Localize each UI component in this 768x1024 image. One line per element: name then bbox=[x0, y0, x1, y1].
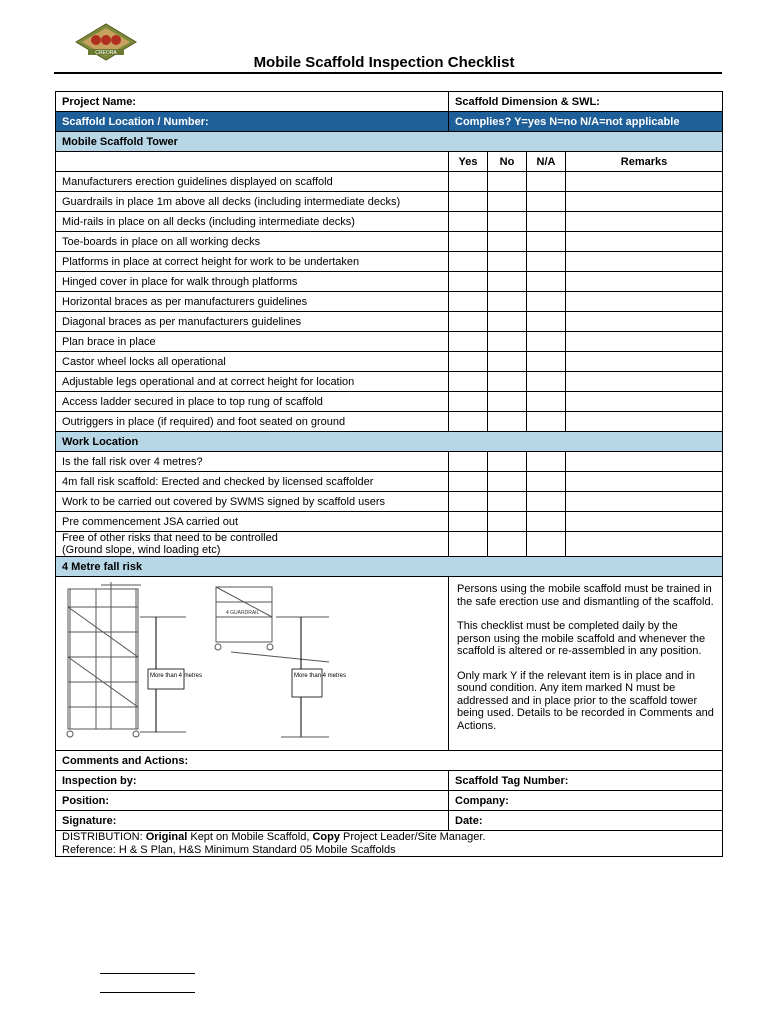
yes-cell[interactable] bbox=[449, 172, 488, 192]
checklist-item-label: Plan brace in place bbox=[56, 332, 449, 352]
remarks-cell[interactable] bbox=[566, 232, 723, 252]
location-row bbox=[56, 112, 723, 132]
title-divider bbox=[54, 72, 722, 74]
remarks-cell[interactable] bbox=[566, 172, 723, 192]
no-cell[interactable] bbox=[488, 372, 527, 392]
comments-row bbox=[56, 751, 723, 771]
comments-actions-field[interactable]: Comments and Actions: bbox=[56, 751, 723, 771]
checklist-item-label: Access ladder secured in place to top rung of scaffold bbox=[56, 392, 449, 412]
no-cell[interactable] bbox=[488, 272, 527, 292]
checklist-row bbox=[56, 532, 723, 557]
section-title: 4 Metre fall risk bbox=[56, 557, 723, 577]
remarks-cell[interactable] bbox=[566, 332, 723, 352]
yes-cell[interactable] bbox=[449, 532, 488, 557]
checklist-item-label: Diagonal braces as per manufacturers guidelines bbox=[56, 312, 449, 332]
remarks-cell[interactable] bbox=[566, 212, 723, 232]
na-cell[interactable] bbox=[527, 472, 566, 492]
checklist-row bbox=[56, 392, 723, 412]
remarks-cell[interactable] bbox=[566, 312, 723, 332]
na-cell[interactable] bbox=[527, 492, 566, 512]
yes-cell[interactable] bbox=[449, 452, 488, 472]
remarks-cell[interactable] bbox=[566, 352, 723, 372]
yes-cell[interactable] bbox=[449, 232, 488, 252]
position-field[interactable]: Position: bbox=[56, 791, 449, 811]
date-field[interactable]: Date: bbox=[449, 811, 723, 831]
checklist-item-label: Castor wheel locks all operational bbox=[56, 352, 449, 372]
no-cell[interactable] bbox=[488, 512, 527, 532]
no-cell[interactable] bbox=[488, 452, 527, 472]
note-daily: This checklist must be completed daily by the person using the mobile scaffold and whenever the scaffold is altered or re-assembled in any position. bbox=[457, 620, 706, 657]
note-training: Persons using the mobile scaffold must be trained in the safe erection use and dismantling of the scaffold. bbox=[457, 583, 714, 608]
tag-number-field[interactable]: Scaffold Tag Number: bbox=[449, 771, 723, 791]
remarks-cell[interactable] bbox=[566, 372, 723, 392]
footer-line bbox=[100, 992, 195, 993]
remarks-cell[interactable] bbox=[566, 292, 723, 312]
checklist-item-label: Manufacturers erection guidelines displayed on scaffold bbox=[56, 172, 449, 192]
na-column-header: N/A bbox=[527, 152, 566, 172]
no-cell[interactable] bbox=[488, 412, 527, 432]
na-cell[interactable] bbox=[527, 532, 566, 557]
distribution-row bbox=[56, 831, 723, 857]
logo-text: CREORA bbox=[95, 50, 117, 56]
checklist-row bbox=[56, 352, 723, 372]
checklist-row bbox=[56, 472, 723, 492]
remarks-cell[interactable] bbox=[566, 492, 723, 512]
na-cell[interactable] bbox=[527, 412, 566, 432]
remarks-cell[interactable] bbox=[566, 392, 723, 412]
checklist-table bbox=[55, 91, 723, 857]
no-column-header: No bbox=[488, 152, 527, 172]
checklist-row bbox=[56, 172, 723, 192]
checklist-item-label: Free of other risks that need to be controlled (Ground slope, wind loading etc) bbox=[56, 532, 449, 557]
no-cell[interactable] bbox=[488, 312, 527, 332]
checklist-row bbox=[56, 252, 723, 272]
yes-cell[interactable] bbox=[449, 372, 488, 392]
no-cell[interactable] bbox=[488, 192, 527, 212]
signature-field[interactable]: Signature: bbox=[56, 811, 449, 831]
remarks-cell[interactable] bbox=[566, 472, 723, 492]
remarks-cell[interactable] bbox=[566, 272, 723, 292]
scaffold-location-field[interactable]: Scaffold Location / Number: bbox=[56, 112, 449, 132]
checklist-row bbox=[56, 512, 723, 532]
na-cell[interactable] bbox=[527, 232, 566, 252]
yes-column-header: Yes bbox=[449, 152, 488, 172]
inspection-by-field[interactable]: Inspection by: bbox=[56, 771, 449, 791]
remarks-cell[interactable] bbox=[566, 512, 723, 532]
remarks-cell[interactable] bbox=[566, 452, 723, 472]
no-cell[interactable] bbox=[488, 172, 527, 192]
no-cell[interactable] bbox=[488, 532, 527, 557]
signoff-row bbox=[56, 771, 723, 791]
no-cell[interactable] bbox=[488, 232, 527, 252]
na-cell[interactable] bbox=[527, 352, 566, 372]
checklist-item-label: Toe-boards in place on all working decks bbox=[56, 232, 449, 252]
complies-legend: Complies? Y=yes N=no N/A=not applicable bbox=[449, 112, 723, 132]
section-header bbox=[56, 557, 723, 577]
checklist-row bbox=[56, 412, 723, 432]
yes-cell[interactable] bbox=[449, 412, 488, 432]
signoff-row bbox=[56, 791, 723, 811]
yes-cell[interactable] bbox=[449, 392, 488, 412]
remarks-column-header: Remarks bbox=[566, 152, 723, 172]
scaffold-dimension-field[interactable]: Scaffold Dimension & SWL: bbox=[449, 92, 723, 112]
checklist-row bbox=[56, 332, 723, 352]
column-header-row bbox=[56, 152, 723, 172]
checklist-item-label: Hinged cover in place for walk through platforms bbox=[56, 272, 449, 292]
signoff-row bbox=[56, 811, 723, 831]
reference-note: Reference: H & S Plan, H&S Minimum Standard 05 Mobile Scaffolds bbox=[62, 843, 396, 856]
checklist-row bbox=[56, 232, 723, 252]
na-cell[interactable] bbox=[527, 372, 566, 392]
no-cell[interactable] bbox=[488, 332, 527, 352]
yes-cell[interactable] bbox=[449, 492, 488, 512]
yes-cell[interactable] bbox=[449, 192, 488, 212]
section-header bbox=[56, 132, 723, 152]
na-cell[interactable] bbox=[527, 312, 566, 332]
yes-cell[interactable] bbox=[449, 252, 488, 272]
scaffold-illustration-cell bbox=[56, 577, 449, 751]
checklist-item-label: Outriggers in place (if required) and foot seated on ground bbox=[56, 412, 449, 432]
fall-risk-notes bbox=[449, 577, 723, 751]
checklist-item-label: Guardrails in place 1m above all decks (including intermediate decks) bbox=[56, 192, 449, 212]
company-field[interactable]: Company: bbox=[449, 791, 723, 811]
no-cell[interactable] bbox=[488, 492, 527, 512]
yes-cell[interactable] bbox=[449, 472, 488, 492]
item-column-header bbox=[56, 152, 449, 172]
no-cell[interactable] bbox=[488, 252, 527, 272]
na-cell[interactable] bbox=[527, 252, 566, 272]
na-cell[interactable] bbox=[527, 192, 566, 212]
yes-cell[interactable] bbox=[449, 512, 488, 532]
remarks-cell[interactable] bbox=[566, 532, 723, 557]
remarks-cell[interactable] bbox=[566, 252, 723, 272]
checklist-row bbox=[56, 192, 723, 212]
footer-line bbox=[100, 973, 195, 974]
checklist-item-label: Horizontal braces as per manufacturers guidelines bbox=[56, 292, 449, 312]
checklist-item-label: Work to be carried out covered by SWMS signed by scaffold users bbox=[56, 492, 449, 512]
na-cell[interactable] bbox=[527, 332, 566, 352]
checklist-row bbox=[56, 492, 723, 512]
checklist-row bbox=[56, 212, 723, 232]
no-cell[interactable] bbox=[488, 392, 527, 412]
project-row bbox=[56, 92, 723, 112]
checklist-row bbox=[56, 312, 723, 332]
na-cell[interactable] bbox=[527, 172, 566, 192]
no-cell[interactable] bbox=[488, 292, 527, 312]
na-cell[interactable] bbox=[527, 392, 566, 412]
deck-label: 4 GUARDRAIL bbox=[226, 610, 260, 616]
page-title: Mobile Scaffold Inspection Checklist bbox=[253, 54, 515, 71]
na-cell[interactable] bbox=[527, 292, 566, 312]
checklist-row bbox=[56, 292, 723, 312]
yes-cell[interactable] bbox=[449, 272, 488, 292]
na-cell[interactable] bbox=[527, 512, 566, 532]
height-label-left: More than 4 metres bbox=[150, 673, 203, 679]
scaffold-illustration bbox=[56, 577, 347, 747]
checklist-item-label: Adjustable legs operational and at correct height for location bbox=[56, 372, 449, 392]
section-title: Mobile Scaffold Tower bbox=[56, 132, 723, 152]
checklist-row bbox=[56, 272, 723, 292]
remarks-cell[interactable] bbox=[566, 192, 723, 212]
checklist-row bbox=[56, 452, 723, 472]
yes-cell[interactable] bbox=[449, 352, 488, 372]
yes-cell[interactable] bbox=[449, 292, 488, 312]
height-label-right: More than 4 metres bbox=[294, 673, 347, 679]
no-cell[interactable] bbox=[488, 352, 527, 372]
checklist-item-label: Mid-rails in place on all decks (including intermediate decks) bbox=[56, 212, 449, 232]
yes-cell[interactable] bbox=[449, 212, 488, 232]
checklist-item-label: Platforms in place at correct height for work to be undertaken bbox=[56, 252, 449, 272]
remarks-cell[interactable] bbox=[566, 412, 723, 432]
distribution-note: DISTRIBUTION: Original Kept on Mobile Scaffold, Copy Project Leader/Site Manager. Reference: H & S Plan, H&S Minimum Standard 05 Mobile Scaffolds bbox=[56, 831, 723, 857]
checklist-row bbox=[56, 372, 723, 392]
na-cell[interactable] bbox=[527, 272, 566, 292]
section-title: Work Location bbox=[56, 432, 723, 452]
project-name-field[interactable]: Project Name: bbox=[56, 92, 449, 112]
note-marking: Only mark Y if the relevant item is in place and in sound condition. Any item marked N must be addressed and in place prior to the scaffold tower being used. Details to be recorded in Comments and Actions. bbox=[457, 669, 714, 732]
no-cell[interactable] bbox=[488, 472, 527, 492]
na-cell[interactable] bbox=[527, 212, 566, 232]
yes-cell[interactable] bbox=[449, 332, 488, 352]
fall-risk-row bbox=[56, 577, 723, 751]
no-cell[interactable] bbox=[488, 212, 527, 232]
checklist-item-label: 4m fall risk scaffold: Erected and checked by licensed scaffolder bbox=[56, 472, 449, 492]
checklist-item-label: Pre commencement JSA carried out bbox=[56, 512, 449, 532]
na-cell[interactable] bbox=[527, 452, 566, 472]
yes-cell[interactable] bbox=[449, 312, 488, 332]
section-header bbox=[56, 432, 723, 452]
checklist-item-label: Is the fall risk over 4 metres? bbox=[56, 452, 449, 472]
